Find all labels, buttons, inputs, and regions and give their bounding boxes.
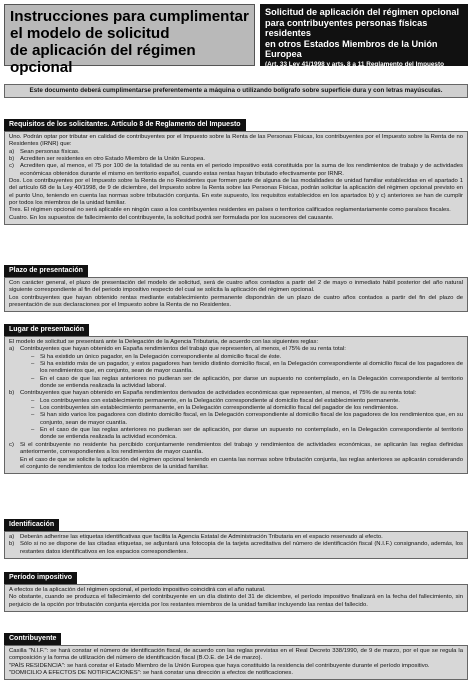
list-item: – Los contribuyentes con establecimiento permanente, en la Delegación correspondiente al domicilio fiscal del establecimiento permanente. [31,397,400,404]
list-item: b) Sólo si no se dispone de las citadas etiquetas, se adjuntará una fotocopia de la tarjeta acreditativa del número de identificación fiscal (N.I.F.) consignando, además, los restantes datos identificativos en los espacios correspondientes. [9,541,463,555]
paragraph: Con carácter general, el plazo de presentación del modelo de solicitud, será de cuatro años contados a partir del 2 de mayo o inmediato hábil posterior del año natural siguiente correspondiente al fin del periodo impositivo respecto del cual se solicita la aplicación del régimen opcional. [9,280,463,294]
section-body [4,645,468,680]
list-item: – Los contribuyentes sin establecimiento permanente, en la Delegación correspondiente al domicilio fiscal del pagador de los rendimientos. [31,405,399,412]
list-item: c) Acrediten que, al menos, el 75 por 100 de la totalidad de su renta en el periodo impositivo está constituida por la suma de los rendimientos de trabajo y de actividades económicas obtenidos durante el mismo en territorio español, cuando estas rentas hayan tributado efectivamente por IRNR. [9,163,463,177]
section-body [4,277,468,312]
paragraph: No obstante, cuando se produzca el fallecimiento del contribuyente en un día distinto del 31 de diciembre, el período impositivo finalizará en la fecha del fallecimiento, sin perjuicio de la opción por tributación conjunta ejercida por los restantes miembros de la unidad familiar incluyendo las rentas del fallecido. [9,594,463,608]
paragraph: El modelo de solicitud se presentará ante la Delegación de la Agencia Tributaria, de acuerdo con las siguientes reglas: [9,339,319,345]
section-requisitos [4,113,468,225]
section-identificacion [4,513,468,559]
paragraph: A efectos de la aplicación del régimen opcional, el período impositivo coincidirá con el año natural. [9,587,266,593]
list-item: a) Sean personas físicas. [9,148,80,155]
list-item: – En el caso de que las reglas anteriores no pudieran ser de aplicación, por darse un supuesto no contemplado, en la Delegación correspondiente al territorio donde se entienda realizada la actividad económica. [31,427,463,441]
section-title: Contribuyente [4,633,61,645]
paragraph-cuatro: Cuatro. En los supuestos de fallecimiento del contribuyente, la solicitud podrá ser formulada por los sucesores del causante. [9,214,334,221]
legal-reference: (Art. 33 Ley 41/1998 y arts. 8 a 11 Reglamento del Impuesto sobre la Renta de no Residentes). [265,60,445,76]
section-contribuyente [4,627,468,680]
section-body [4,584,468,612]
section-title: Lugar de presentación [4,324,89,336]
fill-notice: Este documento deberá cumplimentarse preferentemente a máquina o utilizando bolígrafo sobre superficie dura y con letras mayúsculas. [4,84,468,98]
paragraph-dos: Dos. Los contribuyentes por el Impuesto sobre la Renta de no Residentes que formen parte de alguna de las modalidades de unidad familiar establecidas en el apartado 1 del artículo 68 de la Ley 40/1998, de 9 de diciembre, del Impuesto sobre la Renta sobre las Personas Físicas, podrán solicitar la aplicación del régimen opcional previsto en el punto Uno, teniendo en cuenta las normas sobre tributación conjunta. En este supuesto, los requisitos establecidos en los apartados b) y c) anteriores se han de cumplir por todos los miembros de la unidad familiar. [9,178,463,207]
main-title [4,4,255,76]
section-body [4,531,468,559]
section-title: Identificación [4,519,59,531]
section-body [4,131,468,225]
paragraph: "PAÍS RESIDENCIA": se hará constar el Estado Miembro de la Unión Europea que haya constituido la residencia del contribuyente durante el período impositivo. [9,662,430,669]
section-body [4,336,468,474]
list-item: – Si han sido varios los pagadores con distinto domicilio fiscal, en la Delegación correspondiente al domicilio fiscal de los pagadores de los rendimientos que, en su conjunto, sean de mayor cuantía. [31,412,463,426]
section-title: Requisitos de los solicitantes. Artículo 8 de Reglamento del Impuesto [4,119,246,131]
section-periodo [4,566,468,612]
section-title: Período impositivo [4,572,77,584]
form-title-line-2: para contribuyentes personas físicas residentes [265,17,428,39]
list-item: c) Si el contribuyente no residente ha percibido conjuntamente rendimientos del trabajo y rendimientos de actividades económicas, se aplicarán las reglas definidas anteriormente, correspondientes a los rendimientos de mayor cuantía. [9,441,463,456]
list-item: – Si ha existido más de un pagador, y estos pagadores han tenido distinto domicilio fiscal, en la Delegación correspondiente al domicilio fiscal de los pagadores de los rendimientos que, en conjunto, sean de mayor cuantía. [31,361,463,375]
list-item: – En el caso de que las reglas anteriores no pudieran ser de aplicación, por darse un supuesto no contemplado, en la Delegación correspondiente al territorio donde se entienda realizada la actividad laboral. [31,375,463,390]
paragraph: En el caso de que se solicite la aplicación del régimen opcional teniendo en cuenta las normas sobre tributación conjunta, las reglas anteriores se aplicarán considerando el conjunto de rendimientos de todos los miembros de la unidad familiar. [20,456,463,470]
paragraph: Los contribuyentes que hayan obtenido rentas mediante establecimiento permanente dispondrán de un plazo de cuatro años contados a partir del fin del plazo de presentación de sus declaraciones por el Impuesto sobre la Renta de no Residentes. [9,294,463,309]
list-item: – Si ha existido un único pagador, en la Delegación correspondiente al domicilio fiscal de éste. [31,353,282,360]
form-title-box [260,4,468,76]
section-title: Plazo de presentación [4,265,88,277]
form-title-line-1: Solicitud de aplicación del régimen opcional [265,7,459,17]
paragraph: Casilla "N.I.F.": se hará constar el número de identificación fiscal, de acuerdo con las reglas previstas en el Real Decreto 338/1990, de 9 de marzo, por el que se regula la composición y la forma de utilización del número de identificación fiscal (B.O.E. de 14 de marzo). [9,648,463,662]
section-plazo [4,259,468,312]
list-item: a) Contribuyentes que hayan obtenido en España rendimientos del trabajo que representen, al menos, el 75% de su renta total: [9,346,346,353]
title-line-1: Instrucciones para cumplimentar [10,8,249,25]
paragraph: "DOMICILIO A EFECTOS DE NOTIFICACIONES": se hará constar una dirección a efectos de notificaciones. [9,670,293,677]
list-item: a) Deberán adherirse las etiquetas identificativas que facilita la Agencia Estatal de Administración Tributaria en el espacio reservado al efecto. [9,534,383,540]
list-item: b) Acrediten ser residentes en otro Estado Miembro de la Unión Europea. [9,156,206,163]
title-line-3: de aplicación del régimen opcional [10,42,196,76]
header [4,4,468,76]
form-title-line-3: en otros Estados Miembros de la Unión Europea [265,38,438,60]
paragraph-tres: Tres. El régimen opcional no será aplicable en ningún caso a los contribuyentes residentes en países o territorios calificados reglamentariamente como paraísos fiscales. [9,207,451,214]
section-lugar [4,318,468,474]
paragraph-uno: Uno. Podrán optar por tributar en calidad de contribuyentes por el Impuesto sobre la Renta de las Personas Físicas, los contribuyentes por el Impuesto sobre la Renta de no Residentes (IRNR) que: [9,134,463,148]
list-item: b) Contribuyentes que hayan obtenido en España rendimientos derivados de actividades económicas que representen, al menos, el 75% de su renta total: [9,390,417,397]
title-line-2: el modelo de solicitud [10,25,170,42]
